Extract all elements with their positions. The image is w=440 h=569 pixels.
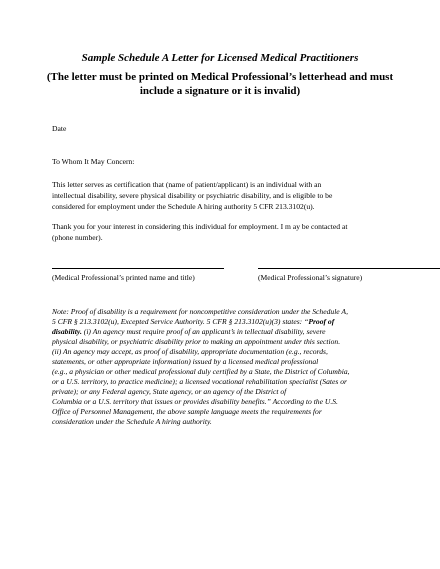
signature-label: (Medical Professional’s signature) (258, 273, 363, 282)
paragraph-2-line-2: (phone number). (52, 233, 103, 242)
printed-name-line (52, 268, 224, 269)
paragraph-1-line-2: intellectual disability, severe physical disability or psychiatric disability, and is eligible to be (52, 191, 333, 200)
subtitle-line-2: include a signature or it is invalid) (139, 85, 301, 97)
subtitle-line-1: (The letter must be printed on Medical Professional’s letterhead and must (46, 71, 394, 83)
page-title: Sample Schedule A Letter for Licensed Medical Practitioners (81, 52, 359, 64)
note-line-8: or a U.S. territory, to practice medicine); a licensed vocational rehabilitation specialist (Sates or (52, 377, 347, 386)
salutation: To Whom It May Concern: (52, 157, 135, 166)
proof-of-heading: Proof of (308, 317, 335, 326)
date-label: Date (52, 124, 67, 133)
note-line-11: Office of Personnel Management, the above sample language meets the requirements for (52, 407, 322, 416)
paragraph-2-line-1: Thank you for your interest in considering this individual for employment. I m ay be contacted at (52, 222, 348, 231)
note-line-6: statements, or other appropriate information) issued by a licensed medical professional (52, 357, 319, 366)
note-line-5: (ii) An agency may accept, as proof of disability, appropriate documentation (e.g., records, (52, 347, 328, 356)
note-line-1: Note: Proof of disability is a requirement for noncompetitive consideration under the Schedule A, (52, 307, 348, 316)
printed-name-label: (Medical Professional’s printed name and title) (52, 273, 195, 282)
note-line-2 (52, 317, 334, 326)
disability-heading: disability. (52, 327, 82, 336)
note-line-3 (52, 327, 326, 336)
note-line-10: Columbia or a U.S. territory that issues or provides disability benefits.” According to the U.S. (52, 397, 338, 406)
paragraph-1-line-3: considered for employment under the Schedule A hiring authority 5 CFR 213.3102(u). (52, 202, 315, 211)
note-line-3-text: (i) An agency must require proof of an applicant’s in tellectual disability, severe (81, 327, 326, 336)
note-line-7: (e.g., a physician or other medical professional duly certified by a State, the District of Columbia, (52, 367, 350, 376)
note-line-4: physical disability, or psychiatric disability prior to making an appointment under this section. (52, 337, 341, 346)
note-line-12: consideration under the Schedule A hiring authority. (52, 417, 212, 426)
note-line-9: private); or any Federal agency, State agency, or an agency of the District of (52, 387, 287, 396)
note-line-2-text: 5 CFR § 213.3102(u), Excepted Service Authority. 5 CFR § 213.3102(u)(3) states: “ (52, 317, 309, 326)
signature-line (258, 268, 440, 269)
paragraph-1-line-1: This letter serves as certification that (name of patient/applicant) is an individual with an (52, 180, 322, 189)
